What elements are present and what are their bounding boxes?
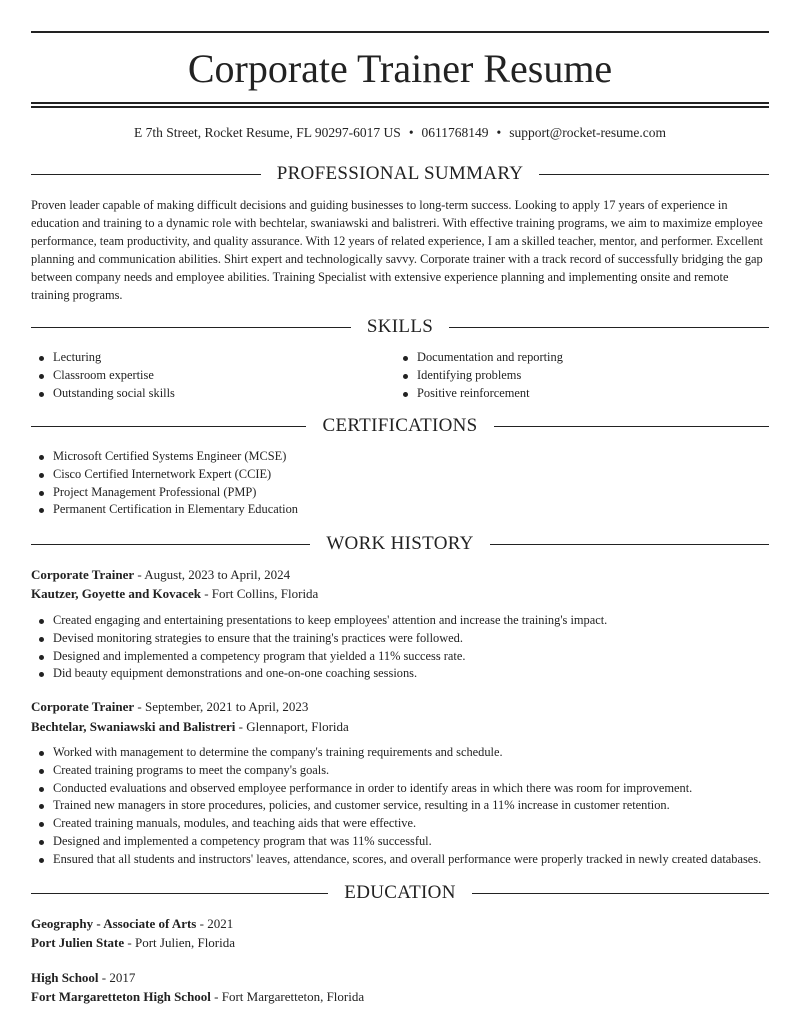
certifications-heading-label: CERTIFICATIONS [322,415,478,436]
job-dates: - August, 2023 to April, 2024 [134,567,291,582]
education-school-line [31,934,235,952]
contact-line [0,124,800,142]
skills-heading-label: SKILLS [366,316,434,337]
job-bullet: Created engaging and entertaining presentations to keep employees' attention and increase the training's impact. [31,612,607,630]
job-title-line [31,566,290,584]
summary-text: Proven leader capable of making difficult decisions and guiding businesses to long-term success. Looking to apply 17 years of experience in education and training to a dynamic role with bechtelar, swaniawski and balistreri. With effective training programs, we aim to maximize employee performance, team productivity, and quality assurance. With 12 years of related experience, I am a skilled teacher, mentor, and performer. Excellent planning and communication abilities. Shirt expert and technologically savvy. Corporate trainer with a track record of successfully bridging the gap between company needs and employee abilities. Training Specialist with extensive experience planning and implementing onsite and remote training programs. [31,198,764,302]
resume-title: Corporate Trainer Resume [187,46,613,91]
heading-rule [31,893,328,894]
education-school: Port Julien State [31,935,125,950]
heading-rule [31,327,351,328]
skills-list-left [31,349,175,402]
heading-rule [494,426,769,427]
heading-rule [539,174,769,175]
heading-rule [472,893,769,894]
job-bullet: Devised monitoring strategies to ensure that the training's practices were followed. [31,630,607,648]
skill-item: Outstanding social skills [31,385,175,403]
job-bullet: Designed and implemented a competency program that yielded a 11% success rate. [31,648,607,666]
skills-heading [31,315,769,339]
job-bullet: Trained new managers in store procedures, policies, and customer service, resulting in a 11% increase in customer retention. [31,797,761,815]
education-year: - 2021 [196,916,234,931]
job-bullets [31,744,761,869]
skill-item: Lecturing [31,349,175,367]
heading-rule [31,544,310,545]
job-location: - Glennaport, Florida [235,719,349,734]
job-company: Kautzer, Goyette and Kovacek [31,586,201,601]
certification-item: Microsoft Certified Systems Engineer (MCSE) [31,448,298,466]
skills-list-right [395,349,563,402]
job-bullet: Created training manuals, modules, and teaching aids that were effective. [31,815,761,833]
job-title: Corporate Trainer [31,567,135,582]
job-company-line [31,585,318,603]
job-bullet: Ensured that all students and instructors' leaves, attendance, scores, and overall performance were properly tracked in newly created databases. [31,851,761,869]
contact-separator: • [408,125,414,140]
education-heading-label: EDUCATION [344,882,456,903]
job-bullet: Conducted evaluations and observed employee performance in order to identify areas in which there was room for improvement. [31,780,761,798]
job-title: Corporate Trainer [31,699,135,714]
certifications-list [31,448,298,519]
contact-address: E 7th Street, Rocket Resume, FL 90297-6017 US [133,125,401,140]
job-bullet: Created training programs to meet the company's goals. [31,762,761,780]
skill-item: Positive reinforcement [395,385,563,403]
contact-email: support@rocket-resume.com [509,125,667,140]
title-rule-lower [31,106,769,108]
certification-item: Project Management Professional (PMP) [31,484,298,502]
summary-heading-label: PROFESSIONAL SUMMARY [276,163,524,184]
education-school-line [31,988,364,1006]
job-company: Bechtelar, Swaniawski and Balistreri [31,719,236,734]
skill-item: Documentation and reporting [395,349,563,367]
title-rule-upper [31,102,769,104]
education-location: - Port Julien, Florida [124,935,236,950]
education-school: Fort Margaretteton High School [31,989,211,1004]
education-degree: Geography - Associate of Arts [31,916,197,931]
summary-heading [31,162,769,186]
education-degree-line [31,915,233,933]
work-heading-label: WORK HISTORY [326,533,474,554]
heading-rule [449,327,769,328]
contact-separator: • [496,125,502,140]
heading-rule [490,544,769,545]
certification-item: Permanent Certification in Elementary Education [31,501,298,519]
job-company-line [31,718,349,736]
education-degree-line [31,969,135,987]
heading-rule [31,426,306,427]
education-year: - 2017 [98,970,136,985]
job-bullets [31,612,607,683]
education-location: - Fort Margaretteton, Florida [210,989,365,1004]
top-rule [31,31,769,33]
job-dates: - September, 2021 to April, 2023 [134,699,309,714]
education-heading [31,881,769,905]
skill-item: Identifying problems [395,367,563,385]
contact-phone: 0611768149 [421,125,489,140]
work-heading [31,532,769,556]
job-bullet: Designed and implemented a competency program that was 11% successful. [31,833,761,851]
job-bullet: Did beauty equipment demonstrations and one-on-one coaching sessions. [31,665,607,683]
job-title-line [31,698,308,716]
education-degree: High School [31,970,99,985]
job-location: - Fort Collins, Florida [200,586,319,601]
heading-rule [31,174,261,175]
certification-item: Cisco Certified Internetwork Expert (CCIE) [31,466,298,484]
skill-item: Classroom expertise [31,367,175,385]
job-bullet: Worked with management to determine the company's training requirements and schedule. [31,744,761,762]
certifications-heading [31,414,769,438]
